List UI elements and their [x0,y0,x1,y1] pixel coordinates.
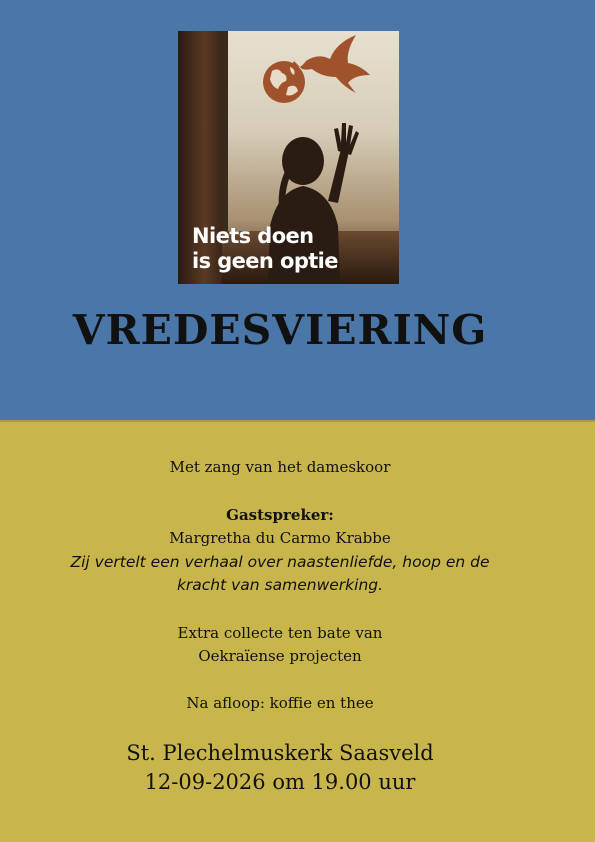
speaker-description-2: kracht van samenwerking. [176,576,384,594]
poster-slogan-line-2: is geen optie [192,249,338,273]
speaker-name: Margretha du Carmo Krabbe [169,529,391,547]
choir-line: Met zang van het dameskoor [169,458,391,476]
poster-image [178,31,399,284]
speaker-heading: Gastspreker: [226,506,334,524]
poster-slogan-line-1: Niets doen [192,224,314,248]
afterwards-line: Na afloop: koffie en thee [186,694,374,712]
location: St. Plechelmuskerk Saasveld [126,741,434,765]
page-title: VREDESVIERING [72,306,488,354]
collection-line-2: Oekraïense projecten [198,647,362,665]
globe-icon [263,61,305,103]
date-time: 12-09-2026 om 19.00 uur [144,770,416,794]
speaker-description-1: Zij vertelt een verhaal over naastenliefde, hoop en de [70,553,490,571]
poster-slogan [192,224,338,274]
collection-line-1: Extra collecte ten bate van [177,624,383,642]
